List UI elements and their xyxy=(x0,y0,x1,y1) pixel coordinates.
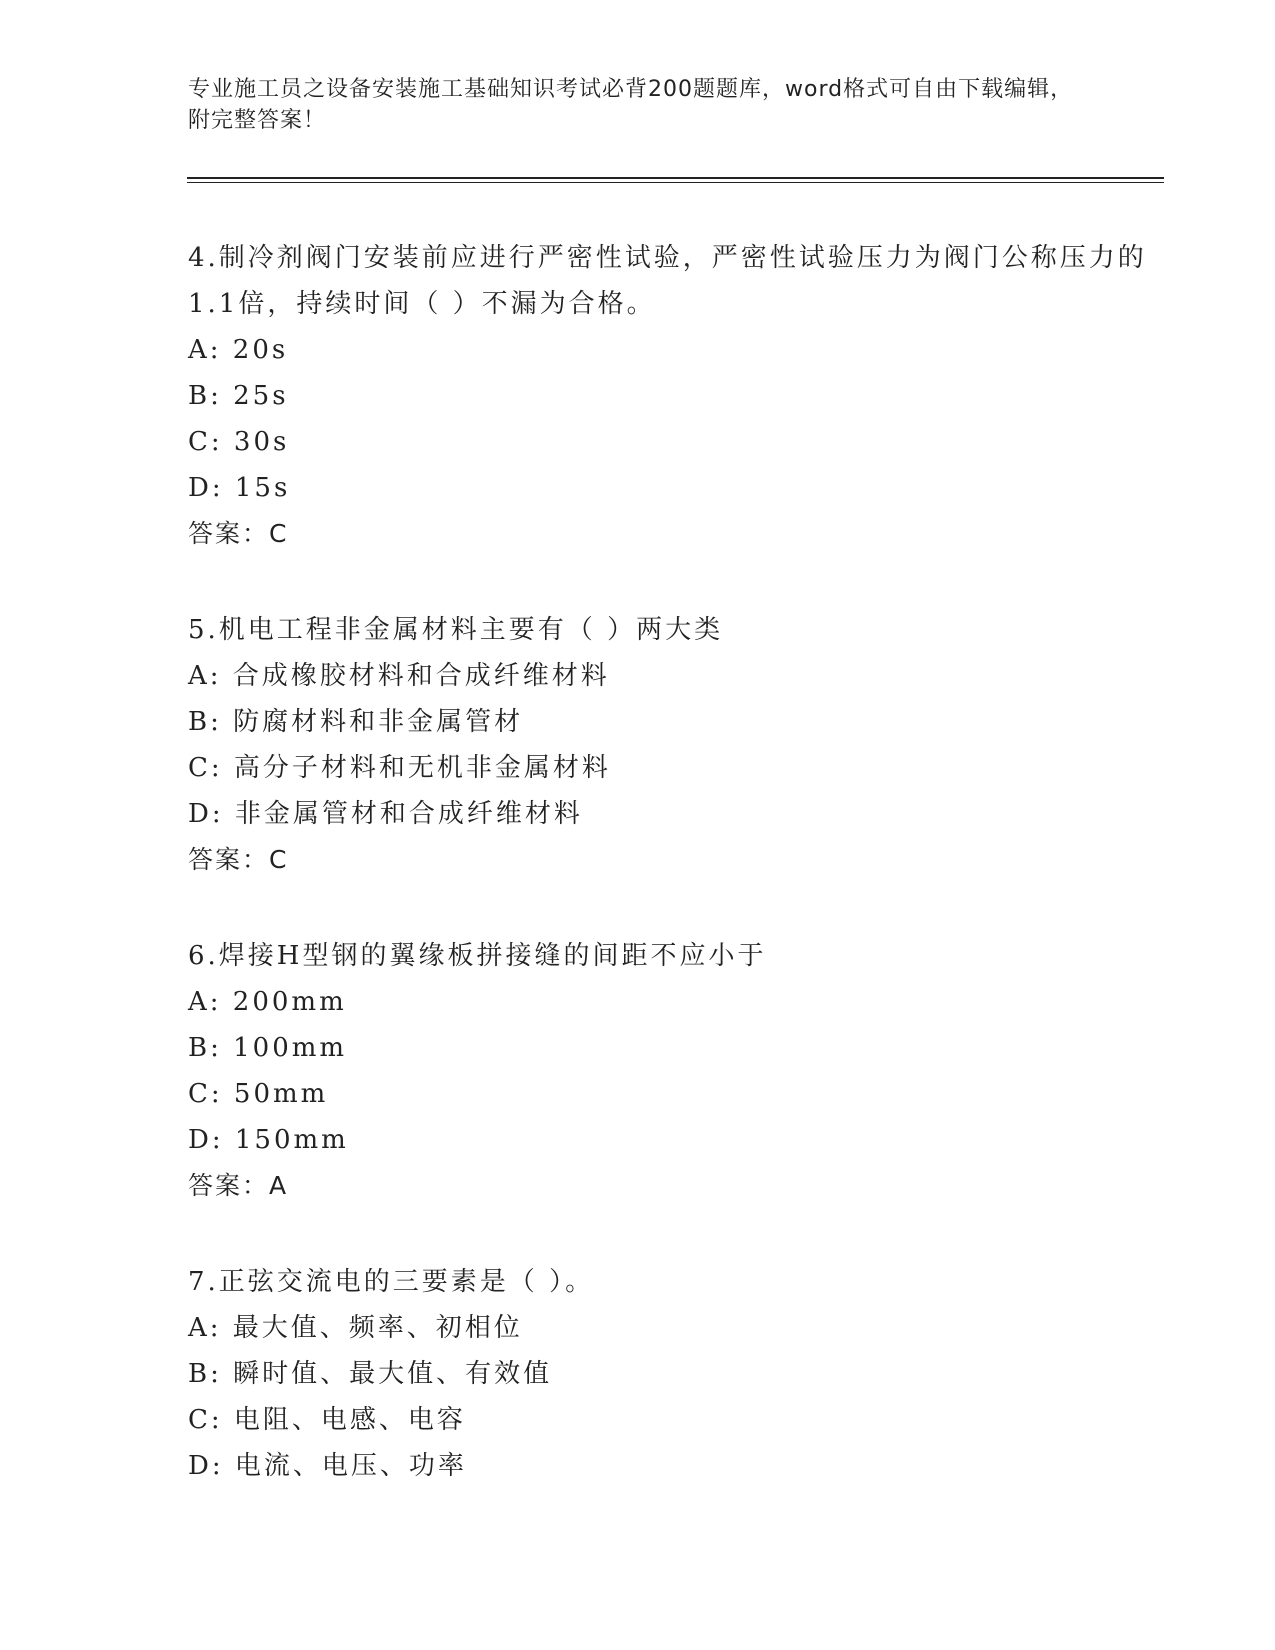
option-c: C: 50mm xyxy=(188,1079,329,1109)
option-d: D: 电流、电压、功率 xyxy=(188,1451,467,1481)
question-list xyxy=(188,235,1148,1539)
option-b: B: 防腐材料和非金属管材 xyxy=(188,707,524,737)
option-b: B: 瞬时值、最大值、有效值 xyxy=(188,1359,553,1389)
question-stem: 4.制冷剂阀门安装前应进行严密性试验，严密性试验压力为阀门公称压力的1.1倍，持续时间（ ）不漏为合格。 xyxy=(188,243,1147,319)
answer-line: 答案：C xyxy=(188,519,289,548)
option-b: B: 25s xyxy=(188,381,289,411)
option-a: A: 20s xyxy=(188,335,289,365)
option-a: A: 最大值、频率、初相位 xyxy=(188,1313,523,1343)
header-divider-thin xyxy=(187,182,1164,183)
option-d: D: 150mm xyxy=(188,1125,349,1155)
option-c: C: 电阻、电感、电容 xyxy=(188,1405,466,1435)
question-item xyxy=(188,235,1148,557)
answer-line: 答案：A xyxy=(188,1171,289,1200)
option-b: B: 100mm xyxy=(188,1033,348,1063)
document-header: 专业施工员之设备安装施工基础知识考试必背200题题库，word格式可自由下载编辑，附完整答案！ xyxy=(188,77,1074,133)
question-stem: 7.正弦交流电的三要素是（ ）。 xyxy=(188,1267,595,1297)
header-divider-thick xyxy=(187,177,1164,179)
option-d: D: 15s xyxy=(188,473,291,503)
option-a: A: 200mm xyxy=(188,987,347,1017)
option-c: C: 高分子材料和无机非金属材料 xyxy=(188,753,611,783)
option-a: A: 合成橡胶材料和合成纤维材料 xyxy=(188,661,610,691)
question-stem: 6.焊接H型钢的翼缘板拼接缝的间距不应小于 xyxy=(188,941,767,971)
question-stem: 5.机电工程非金属材料主要有（ ）两大类 xyxy=(188,615,724,645)
option-c: C: 30s xyxy=(188,427,290,457)
answer-line: 答案：C xyxy=(188,845,289,874)
question-item xyxy=(188,1259,1148,1489)
option-d: D: 非金属管材和合成纤维材料 xyxy=(188,799,583,829)
question-item xyxy=(188,933,1148,1209)
question-item xyxy=(188,607,1148,883)
